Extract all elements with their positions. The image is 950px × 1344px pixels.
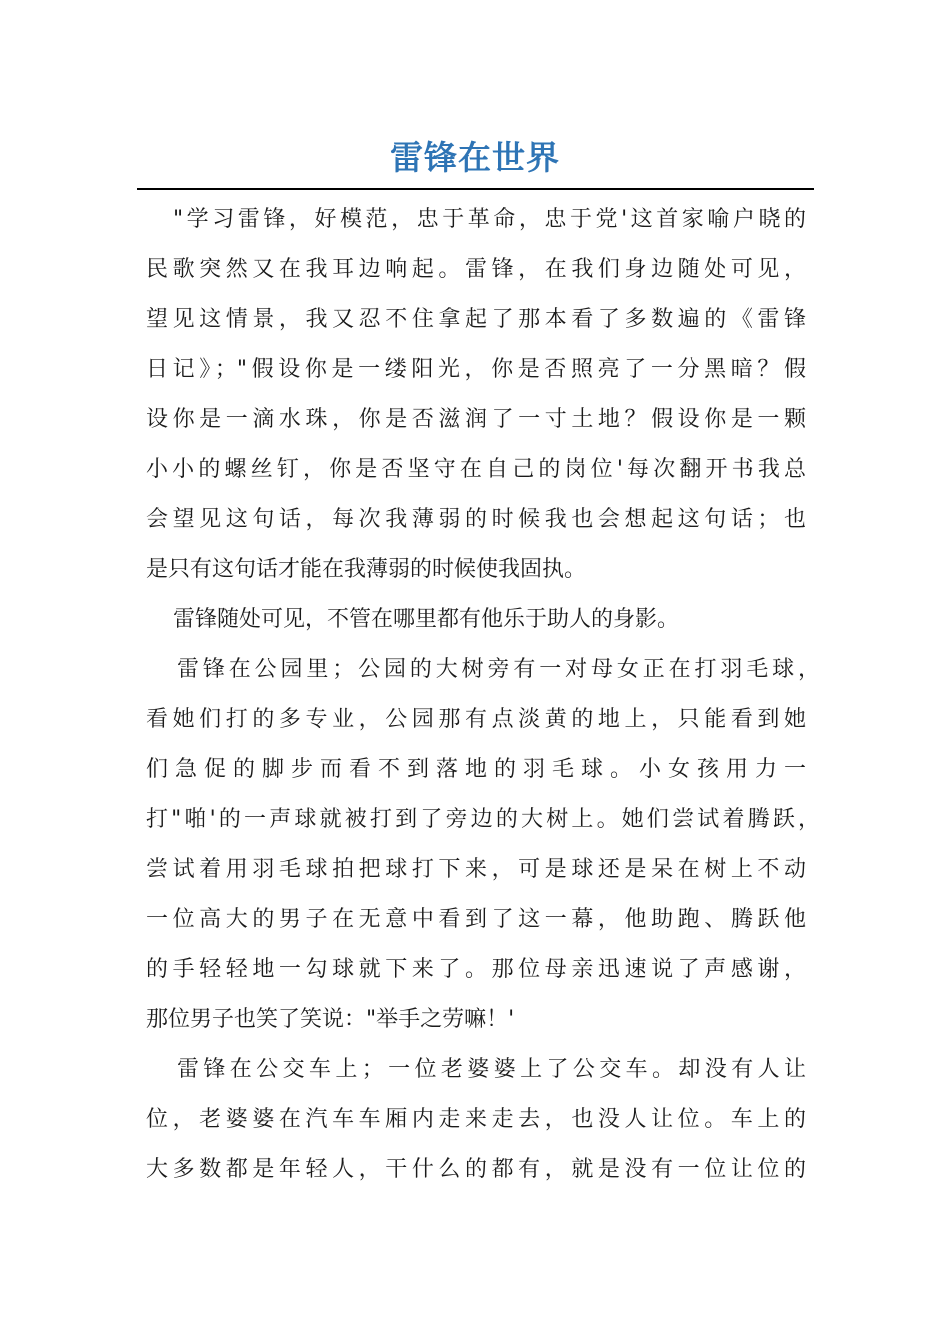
text-line: 望见这情景，我又忍不住拿起了那本看了多数遍的《雷锋 xyxy=(146,307,806,332)
text-line: 们急促的脚步而看不到落地的羽毛球。小女孩用力一 xyxy=(146,757,806,782)
text-line: 雷锋在公园里；公园的大树旁有一对母女正在打羽毛球， xyxy=(177,657,820,682)
paragraph xyxy=(146,645,820,1045)
title-divider xyxy=(137,188,814,190)
text-line: 日记》；"假设你是一缕阳光，你是否照亮了一分黑暗？假 xyxy=(146,357,806,382)
text-line: 那位男子也笑了笑说："举手之劳嘛！' xyxy=(146,1007,515,1032)
text-line: 民歌突然又在我耳边响起。雷锋，在我们身边随处可见， xyxy=(146,257,806,282)
text-line: 雷锋在公交车上；一位老婆婆上了公交车。却没有人让 xyxy=(177,1057,806,1082)
text-line: 一位高大的男子在无意中看到了这一幕，他助跑、腾跃他 xyxy=(146,907,806,932)
text-line: 位，老婆婆在汽车车厢内走来走去，也没人让位。车上的 xyxy=(146,1107,806,1132)
document-title: 雷锋在世界 xyxy=(390,138,560,177)
text-line: 大多数都是年轻人，干什么的都有，就是没有一位让位的 xyxy=(146,1157,806,1182)
text-line: 是只有这句话才能在我薄弱的时候使我固执。 xyxy=(146,557,587,582)
text-line: 尝试着用羽毛球拍把球打下来，可是球还是呆在树上不动 xyxy=(146,857,806,882)
document-body xyxy=(146,195,820,1195)
paragraph xyxy=(146,1045,806,1195)
text-line: 小小的螺丝钉，你是否坚守在自己的岗位'每次翻开书我总 xyxy=(146,457,806,482)
text-line: 打"啪'的一声球就被打到了旁边的大树上。她们尝试着腾跃， xyxy=(146,807,820,832)
paragraph xyxy=(146,595,806,645)
text-line: 设你是一滴水珠，你是否滋润了一寸土地？假设你是一颗 xyxy=(146,407,806,432)
text-line: 的手轻轻地一勾球就下来了。那位母亲迅速说了声感谢， xyxy=(146,957,806,982)
text-line: 会望见这句话，每次我薄弱的时候我也会想起这句话；也 xyxy=(146,507,806,532)
text-line: 雷锋随处可见，不管在哪里都有他乐于助人的身影。 xyxy=(173,607,680,632)
text-line: 看她们打的多专业，公园那有点淡黄的地上，只能看到她 xyxy=(146,707,806,732)
paragraph xyxy=(146,195,806,595)
text-line: "学习雷锋，好模范，忠于革命，忠于党'这首家喻户晓的 xyxy=(173,207,806,232)
